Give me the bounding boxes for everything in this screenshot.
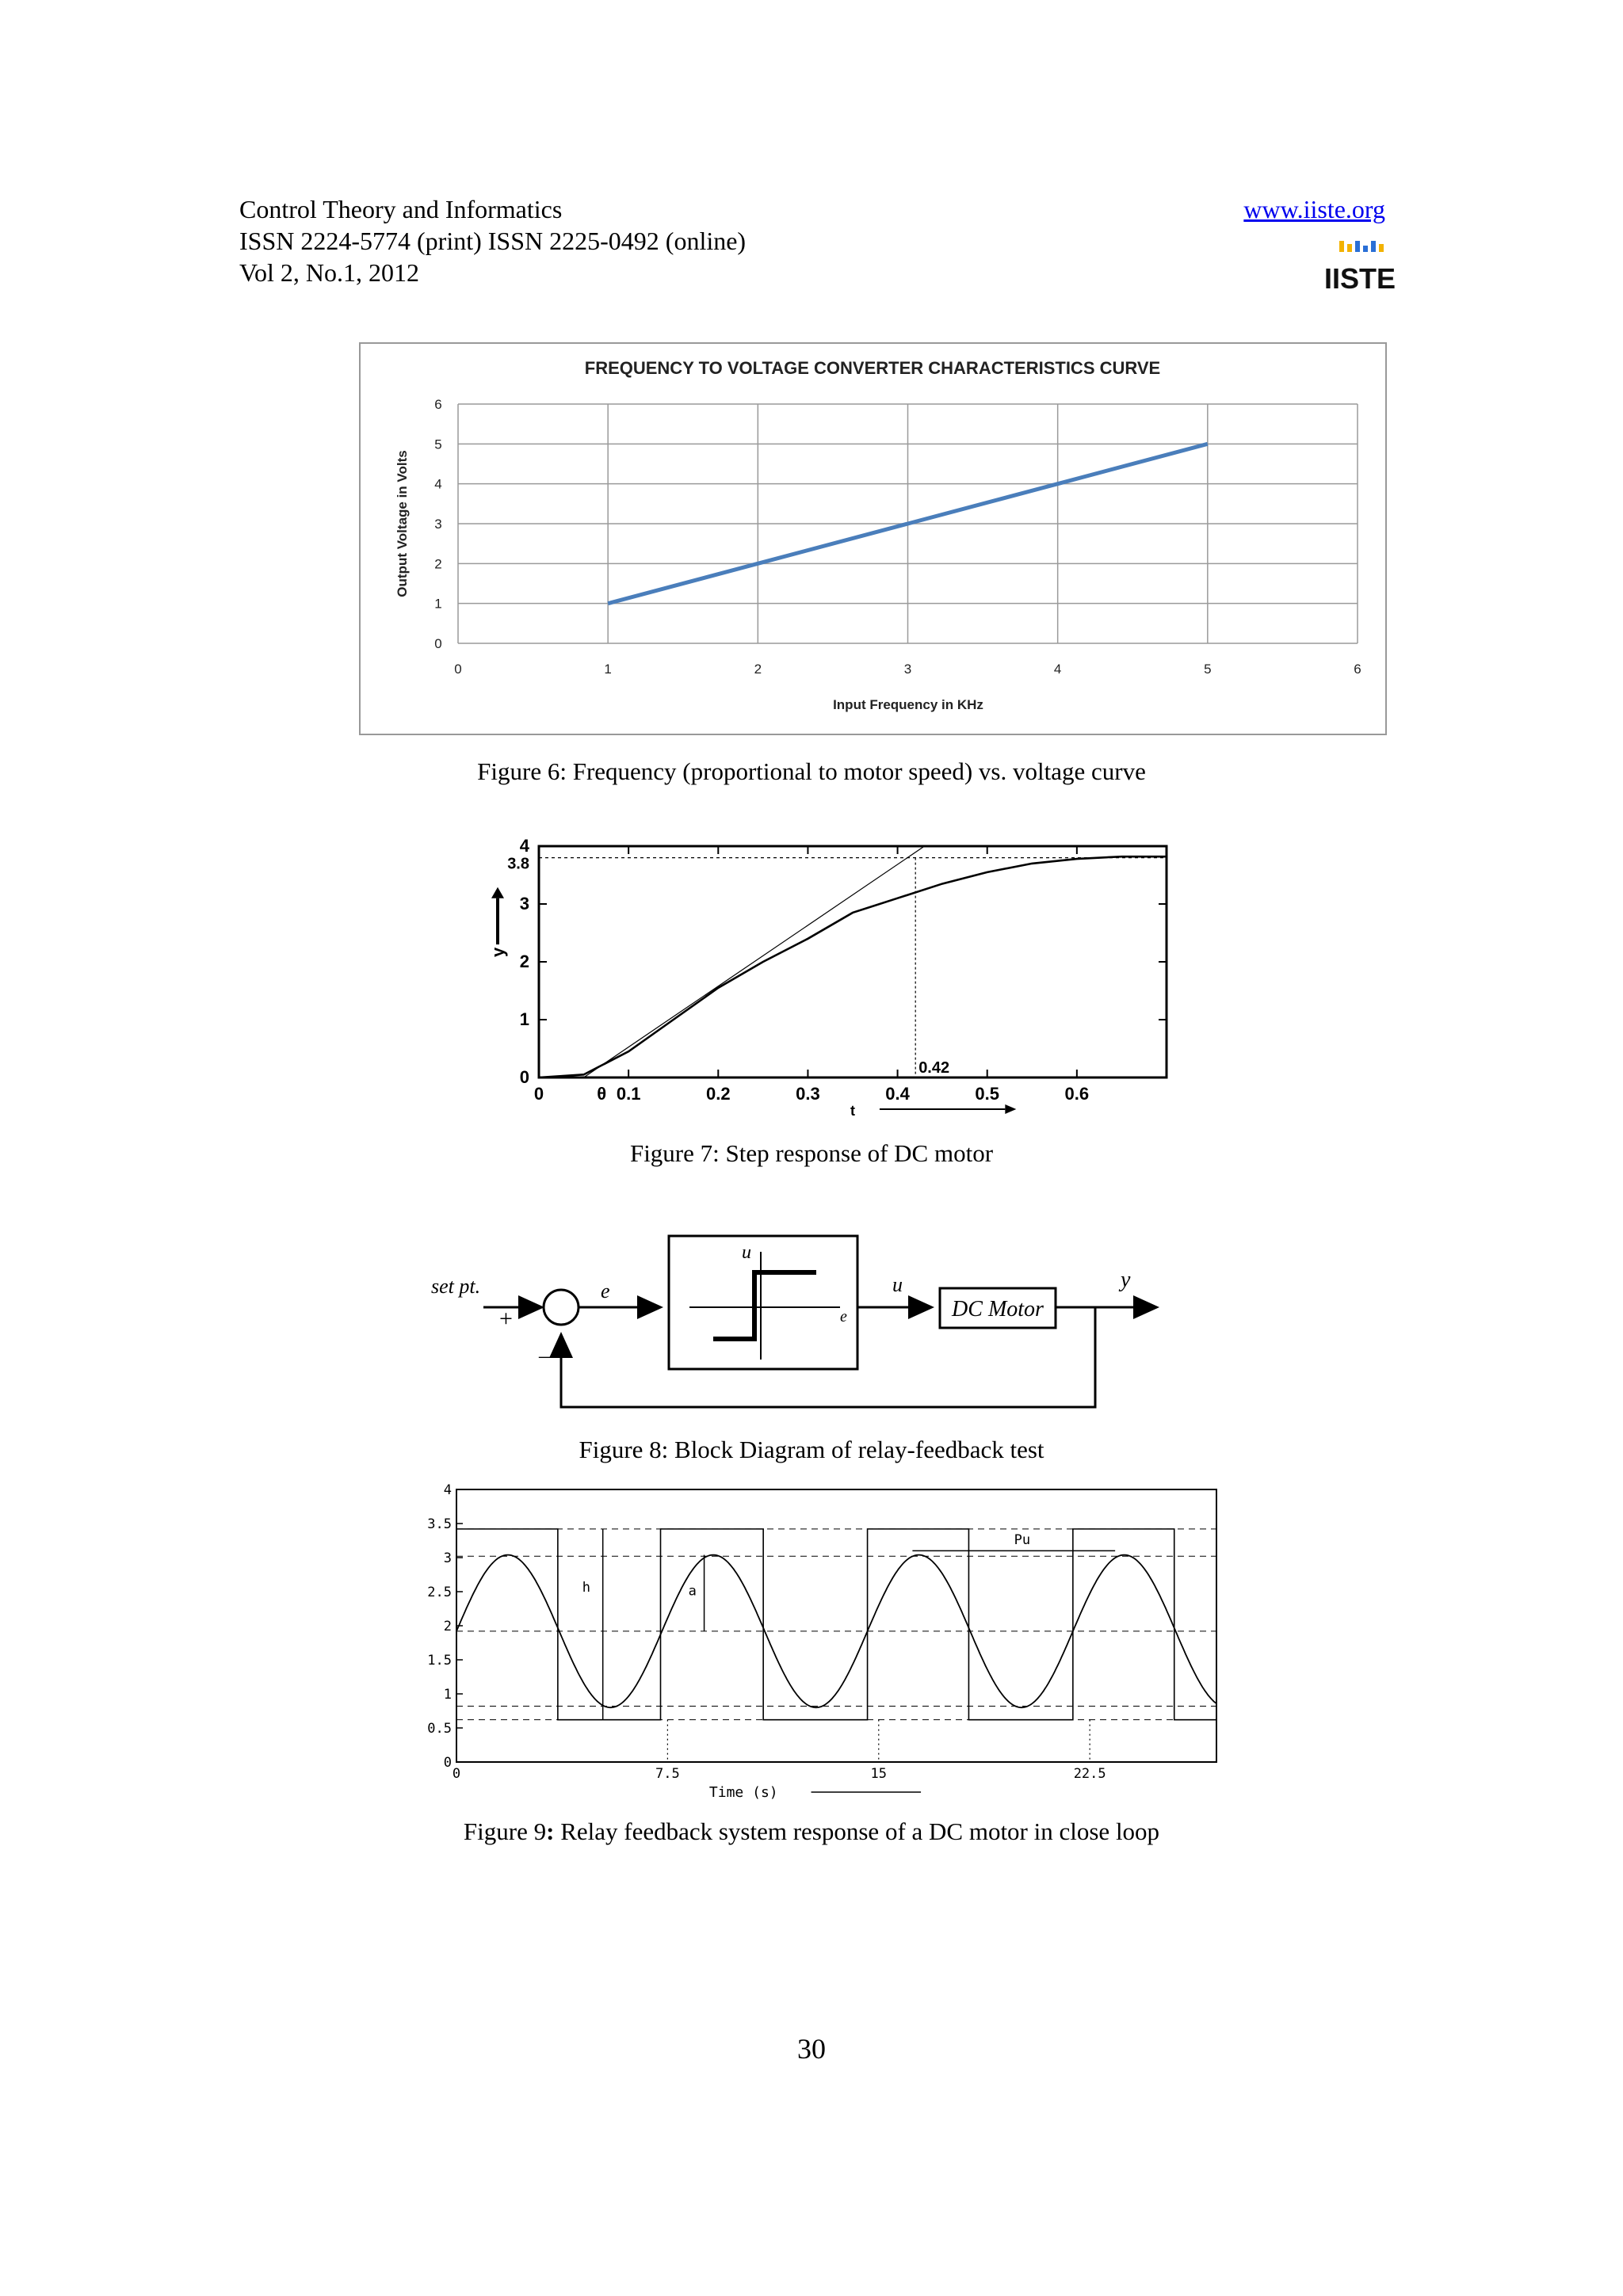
- y-tick-label: 2.5: [427, 1585, 452, 1600]
- y-tick-label: 4: [443, 1482, 452, 1498]
- x-axis-label: t: [850, 1103, 855, 1119]
- figure-6-caption: Figure 6: Frequency (proportional to motor speed) vs. voltage curve: [477, 757, 1146, 785]
- y-tick-label: 3: [434, 517, 442, 532]
- x-tick-label: 0.4: [885, 1084, 910, 1104]
- figure-8-caption: Figure 8: Block Diagram of relay-feedback test: [579, 1436, 1044, 1463]
- relay-u-label: u: [742, 1242, 751, 1263]
- y-tick-label: 2: [443, 1619, 452, 1634]
- x-tick-label: 4: [1053, 662, 1062, 677]
- figure-7-caption: Figure 7: Step response of DC motor: [629, 1139, 994, 1167]
- chart-title: FREQUENCY TO VOLTAGE CONVERTER CHARACTERISTICS CURVE: [584, 358, 1161, 378]
- plot-frame: [456, 1489, 1216, 1762]
- a-label: a: [688, 1583, 697, 1600]
- x-tick-label: 2: [754, 662, 762, 677]
- journal-name: Control Theory and Informatics: [239, 195, 563, 223]
- y-tick-label: 2: [434, 556, 442, 572]
- x-tick-label: 0.2: [705, 1084, 731, 1104]
- x-tick-label: 0.3: [796, 1084, 820, 1104]
- figure-9-caption-label: Figure 9: [463, 1817, 547, 1845]
- y-axis-label: Output Voltage in Volts: [395, 450, 410, 597]
- control-u-label: u: [892, 1273, 903, 1296]
- y-tick-label: 0: [434, 636, 442, 651]
- y-tick-label: 4: [434, 476, 442, 492]
- plot-frame: [539, 846, 1167, 1077]
- y-tick-label: 1.5: [427, 1653, 452, 1669]
- figure-7-chart: [475, 832, 1173, 1117]
- x-tick-label: 0: [452, 1766, 461, 1782]
- figure-6-chart: [359, 342, 1387, 735]
- figure-8-block-diagram: [420, 1220, 1173, 1418]
- x-tick-label: 0.6: [1064, 1084, 1090, 1104]
- x-tick-label: 7.5: [655, 1766, 680, 1782]
- x-axis-arrowhead: [1005, 1104, 1016, 1114]
- h-label: h: [582, 1580, 590, 1596]
- y-tick-label: 0: [443, 1755, 452, 1771]
- journal-issn: ISSN 2224-5774 (print) ISSN 2225-0492 (online): [239, 227, 747, 255]
- x-tick-label: 0: [454, 662, 462, 677]
- y-tick-label: 1: [434, 596, 442, 612]
- pu-label: Pu: [1014, 1531, 1031, 1548]
- figure-9-caption: [0, 1817, 1623, 1846]
- x-tick-label: 6: [1354, 662, 1361, 677]
- chart-frame: [360, 343, 1386, 734]
- x-axis-label: Time (s): [708, 1784, 778, 1801]
- website-link[interactable]: www.iiste.org: [1243, 195, 1385, 223]
- y-tick-label: 1: [519, 1009, 529, 1029]
- set-point-label: set pt.: [431, 1275, 481, 1298]
- figure-9-caption-colon: :: [546, 1817, 555, 1845]
- y-tick-label: 1: [443, 1687, 452, 1703]
- dc-motor-label: DC Motor: [952, 1297, 1044, 1322]
- x-tick-label: 3: [903, 662, 912, 677]
- svg-text:IISTE: IISTE: [1323, 262, 1396, 295]
- iiste-logo: [1323, 239, 1396, 295]
- journal-volume: Vol 2, No.1, 2012: [239, 258, 419, 287]
- y-axis-label: y: [488, 947, 508, 957]
- y-tick-label: 3.5: [427, 1516, 452, 1532]
- y-tick-label: 5: [434, 437, 442, 452]
- y-tick-label: 2: [519, 952, 529, 971]
- x-tick-label: 0: [533, 1084, 544, 1104]
- page-number: 30: [797, 2033, 826, 2065]
- error-label: e: [601, 1280, 610, 1302]
- y-axis-arrowhead: [491, 887, 504, 898]
- y-tick-label: 3: [443, 1550, 452, 1566]
- output-y-label: y: [1121, 1268, 1131, 1292]
- x-tick-label: 15: [870, 1766, 888, 1782]
- steady-state-label: 3.8: [507, 855, 529, 873]
- x-tick-label: 22.5: [1073, 1766, 1106, 1782]
- y-tick-label: 6: [434, 397, 442, 412]
- relay-block: [669, 1236, 857, 1369]
- x-tick-label: 0.1: [616, 1084, 641, 1104]
- y-tick-label: 4: [519, 836, 529, 856]
- plus-sign: +: [499, 1306, 513, 1332]
- x-tick-label: 5: [1204, 662, 1212, 677]
- y-tick-label: 3: [519, 894, 529, 913]
- minus-sign: —: [539, 1344, 561, 1368]
- x-axis-label: Input Frequency in KHz: [833, 697, 983, 712]
- time-marker-label: 0.42: [918, 1059, 950, 1077]
- x-tick-label: 0.5: [975, 1084, 1000, 1104]
- y-tick-label: 0: [519, 1067, 529, 1087]
- summing-junction: [544, 1290, 579, 1325]
- figure-9-caption-text: Relay feedback system response of a DC motor in close loop: [554, 1817, 1160, 1845]
- relay-e-label: e: [840, 1308, 847, 1325]
- y-tick-label: 0.5: [427, 1721, 452, 1737]
- x-tick-label: 1: [604, 662, 612, 677]
- journal-header: [239, 193, 746, 288]
- dead-time-label: θ: [597, 1084, 607, 1104]
- figure-9-chart: [412, 1475, 1220, 1808]
